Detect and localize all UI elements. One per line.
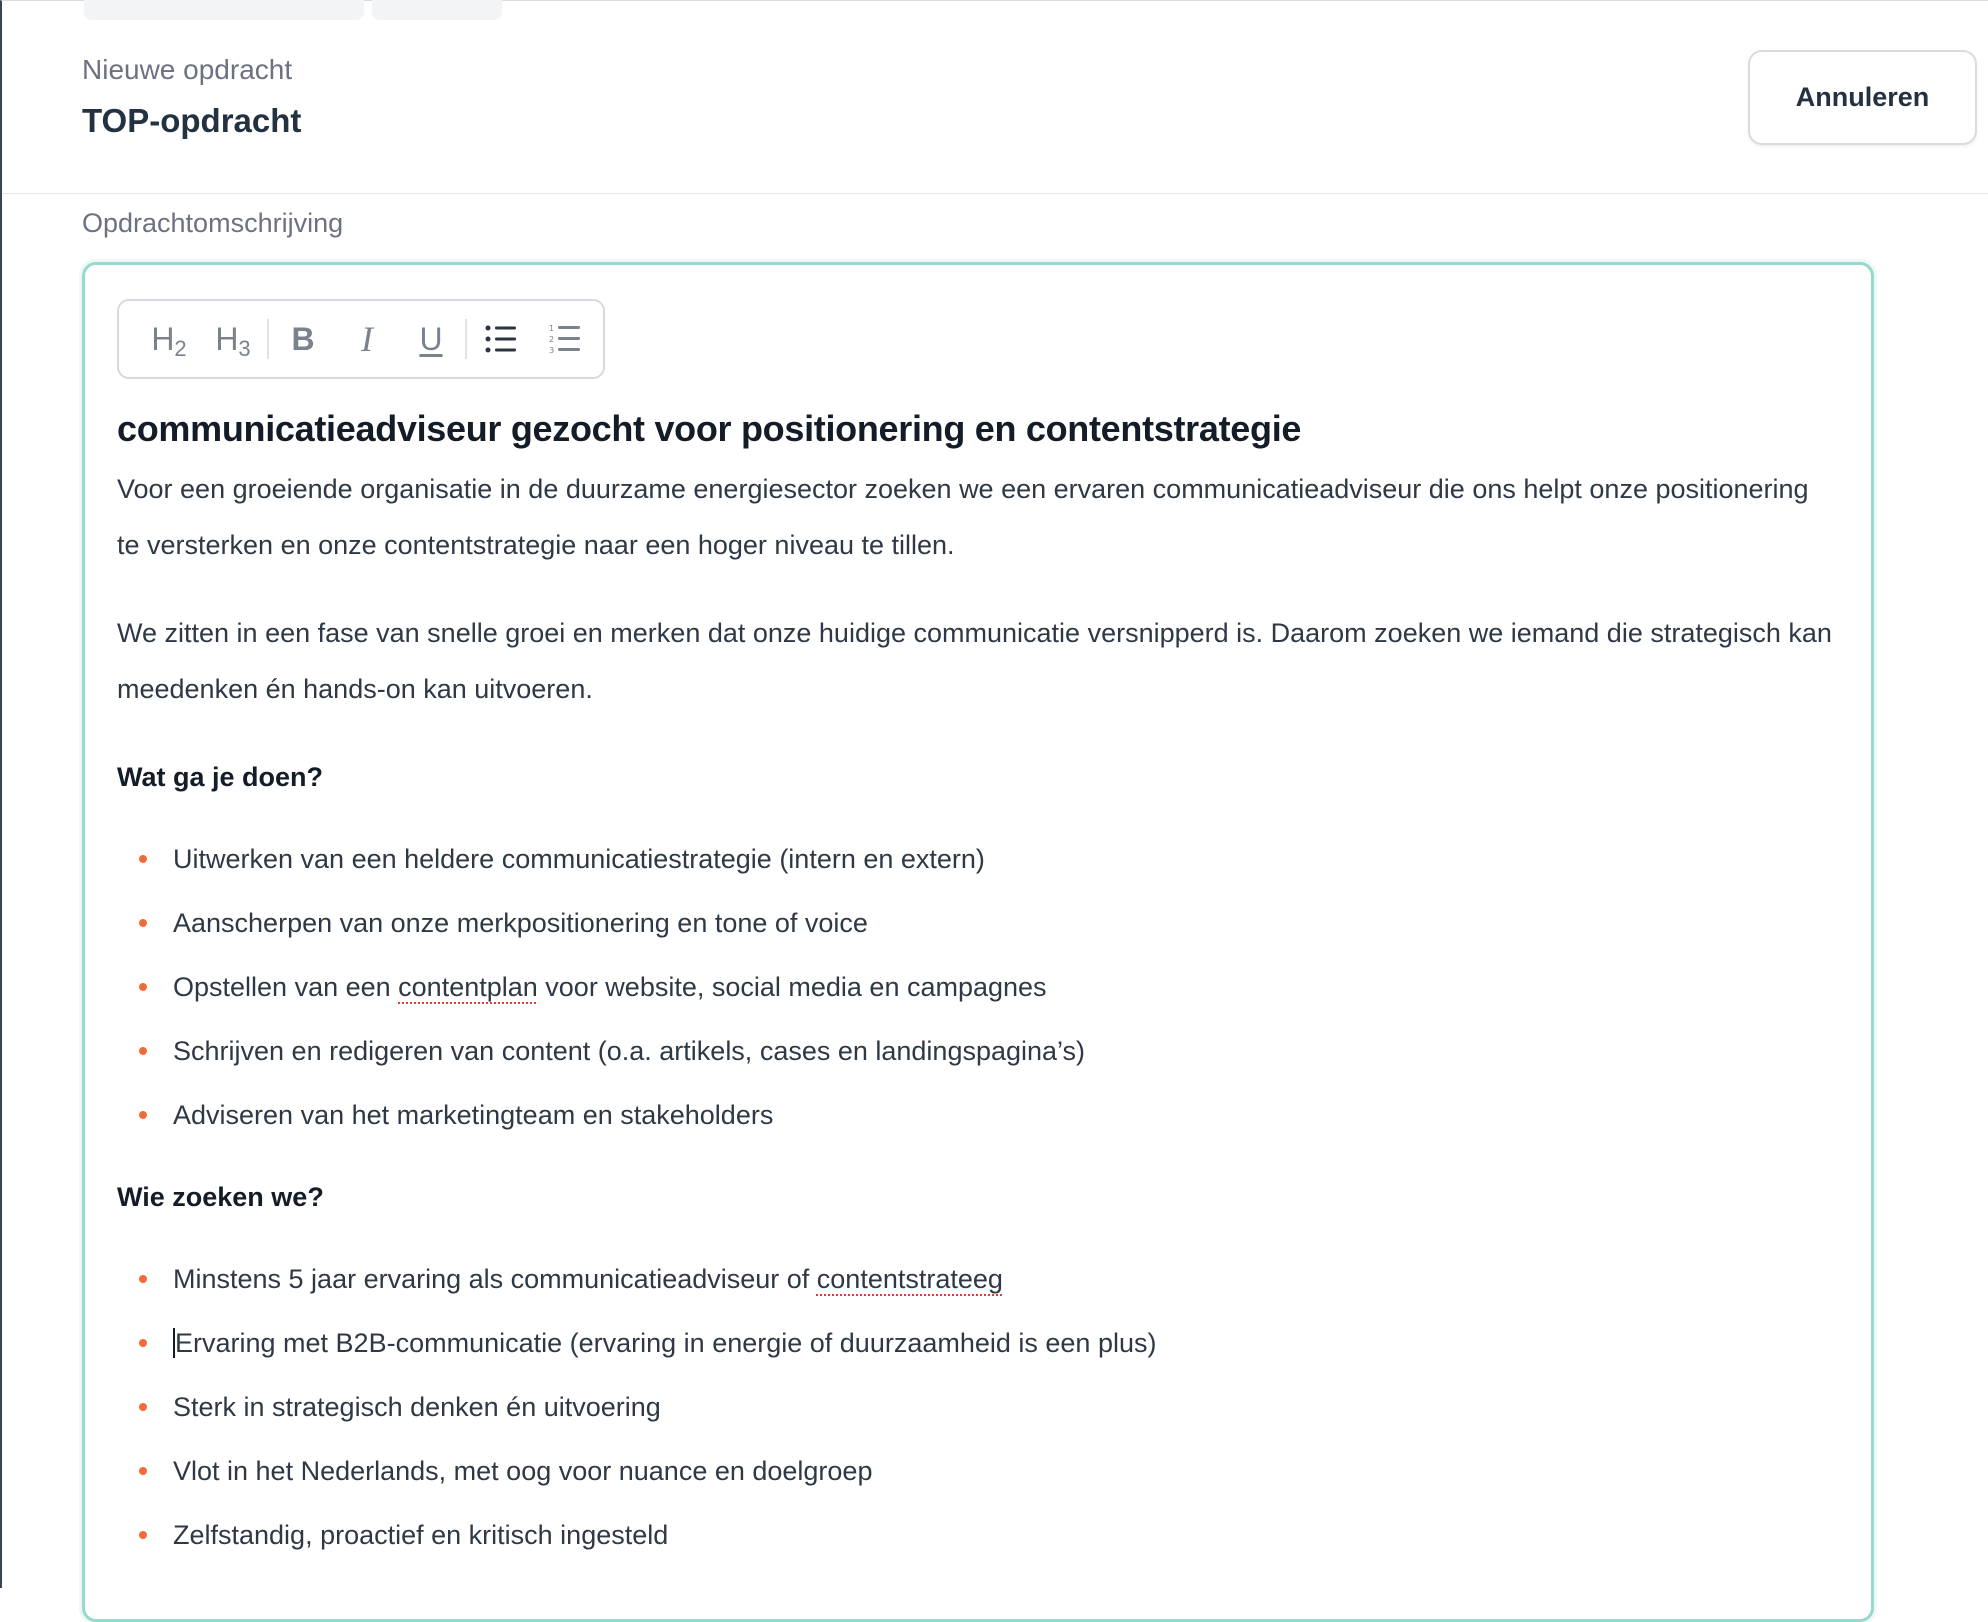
description-editor[interactable] [82,262,1874,1622]
italic-button[interactable] [335,311,399,367]
content-heading: communicatieadviseur gezocht voor positionering en contentstrategie [117,408,1302,449]
bullet-list-button[interactable] [469,311,533,367]
section-heading: Wie zoeken we? [117,1182,324,1212]
spellcheck-flag[interactable]: contentstrateeg [816,1264,1003,1294]
bold-icon: B [291,320,315,357]
list-item: Sterk in strategisch denken én uitvoering [117,1375,1837,1439]
editor-toolbar [117,299,605,379]
list-item: Minstens 5 jaar ervaring als communicatieadviseur of contentstrateeg [117,1247,1837,1311]
toolbar-divider [267,319,269,359]
svg-text:3: 3 [549,346,555,355]
list-item: Vlot in het Nederlands, met oog voor nuance en doelgroep [117,1439,1837,1503]
numbered-list-icon [549,323,581,355]
svg-text:1: 1 [549,324,555,333]
bullet-list [117,1247,1837,1567]
list-item: Schrijven en redigeren van content (o.a. artikels, cases en landingspagina’s) [117,1019,1837,1083]
list-item: Zelfstandig, proactief en kritisch ingesteld [117,1503,1837,1567]
page-title: TOP-opdracht [82,102,302,139]
heading-2-button[interactable] [137,311,201,367]
underline-icon: U [419,320,443,357]
section-heading: Wat ga je doen? [117,762,324,792]
description-field-label: Opdrachtomschrijving [82,208,344,238]
content-paragraph: Voor een groeiende organisatie in de duurzame energiesector zoeken we een ervaren communicatieadviseur die ons helpt onze positionering te versterken en onze contentstrategie naar een hoger niveau te tillen. [117,474,1809,560]
editor-content[interactable] [117,405,1837,1589]
underline-button[interactable] [399,311,463,367]
list-item: Aanscherpen van onze merkpositionering en tone of voice [117,891,1837,955]
svg-text:2: 2 [549,335,555,344]
cancel-button[interactable]: Annuleren [1748,50,1977,145]
italic-icon: I [361,319,373,359]
heading-2-icon: H2 [151,320,187,361]
bullet-list-icon [485,324,517,354]
list-item: Opstellen van een contentplan voor website, social media en campagnes [117,955,1837,1019]
heading-3-button[interactable] [201,311,265,367]
list-item: Adviseren van het marketingteam en stakeholders [117,1083,1837,1147]
list-item: Ervaring met B2B-communicatie (ervaring in energie of duurzaamheid is een plus) [117,1311,1837,1375]
page-header [2,0,1988,194]
toolbar-divider [465,319,467,359]
content-paragraph: We zitten in een fase van snelle groei en merken dat onze huidige communicatie versnipperd is. Daarom zoeken we iemand die strategisch kan meedenken én hands-on kan uitvoeren. [117,618,1832,704]
numbered-list-button[interactable] [533,311,597,367]
list-item: Uitwerken van een heldere communicatiestrategie (intern en extern) [117,827,1837,891]
bold-button[interactable] [271,311,335,367]
page-subtitle: Nieuwe opdracht [82,54,293,85]
heading-3-icon: H3 [215,320,251,361]
bullet-list [117,827,1837,1147]
spellcheck-flag[interactable]: contentplan [398,972,538,1002]
